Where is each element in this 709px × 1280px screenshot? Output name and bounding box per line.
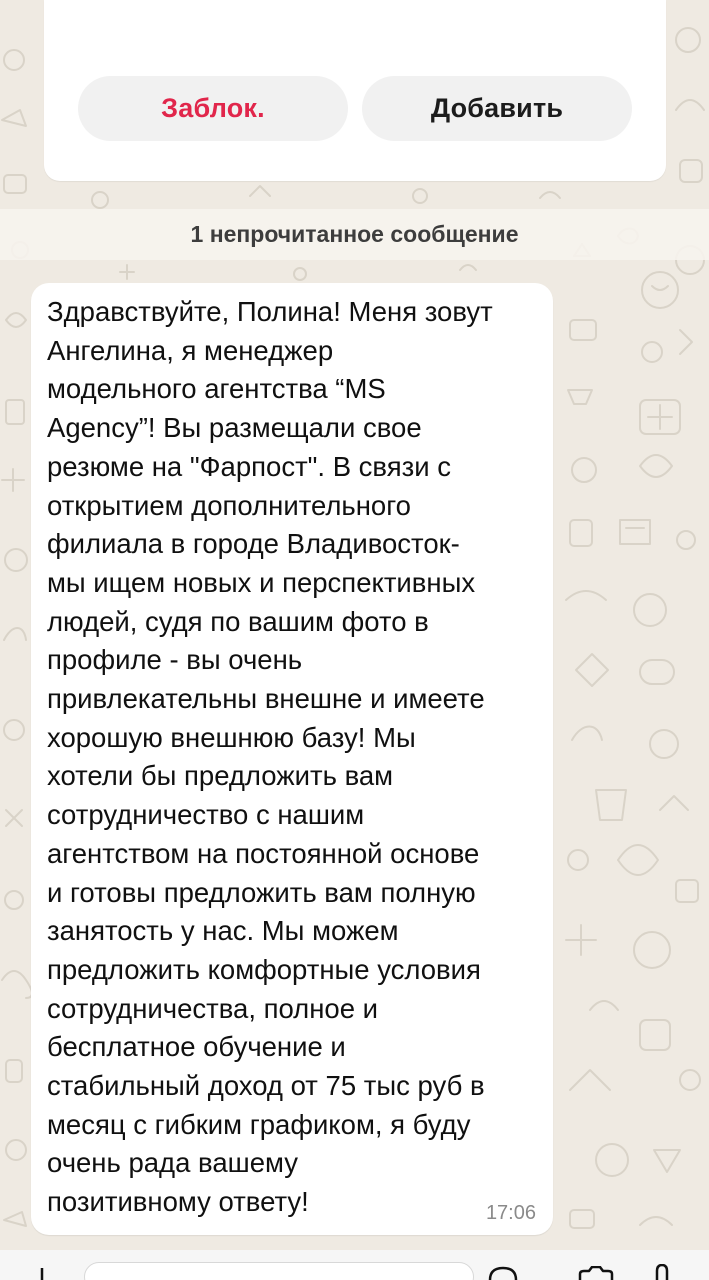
mic-icon[interactable] (652, 1264, 672, 1280)
unknown-contact-card (44, 0, 666, 181)
message-bubble[interactable] (31, 283, 553, 1235)
add-contact-button[interactable]: Добавить (362, 76, 632, 141)
message-input[interactable] (84, 1262, 474, 1280)
unread-divider-label: 1 непрочитанное сообщение (190, 221, 519, 247)
message-timestamp: 17:06 (485, 1202, 536, 1224)
composer-bar (0, 1250, 709, 1280)
block-button[interactable]: Заблок. (78, 76, 348, 141)
message-text: Здравствуйте, Полина! Меня зовут Ангелина, я менеджер модельного агентства “MS Agency”! Вы размещали свое резюме на "Фарпост". В связи с открытием дополнительного филиала в городе Владивосток- мы ищем новых и перспективных людей, судя по вашим фото в профиле - вы очень привлекательны внешне и имеете хорошую внешнюю базу! Мы хотели бы предложить вам сотрудничество с нашим агентством на постоянной основе и готовы предложить вам полную занятость у нас. Мы можем предложить комфортные условия сотрудничества, полное и бесплатное обучение и стабильный доход от 75 тыс руб в месяц с гибким графиком, я буду очень рада вашему позитивному ответу! (47, 296, 493, 1218)
sticker-icon[interactable] (488, 1266, 518, 1280)
camera-icon[interactable] (578, 1266, 614, 1280)
unread-divider (0, 209, 709, 260)
plus-icon[interactable] (32, 1268, 52, 1280)
